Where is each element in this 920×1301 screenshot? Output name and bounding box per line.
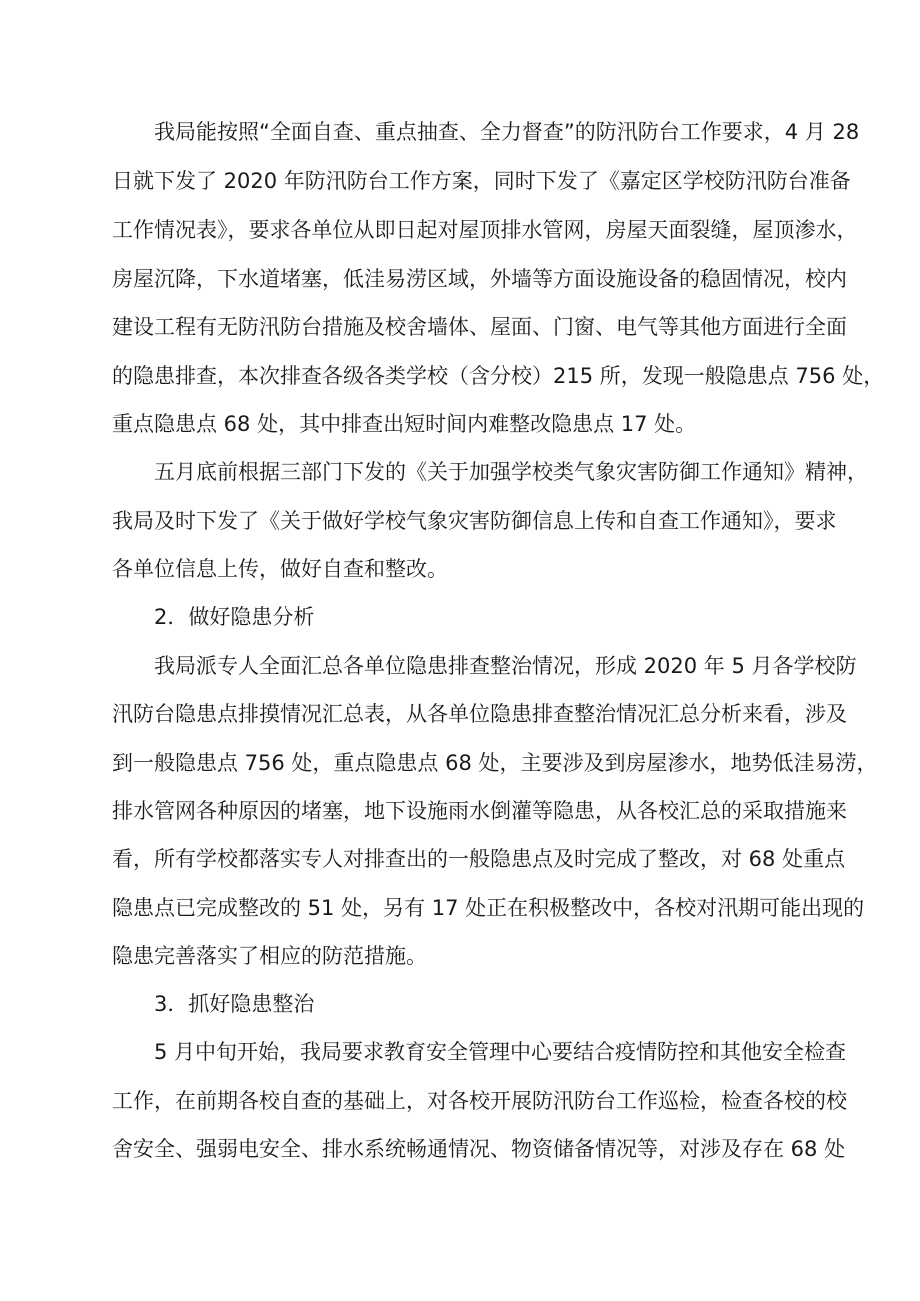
paragraph-1-line-3: 工作情况表》，要求各单位从即日起对屋顶排水管网，房屋天面裂缝，屋顶渗水， [112, 218, 858, 242]
paragraph-2-line-3: 各单位信息上传，做好自查和整改。 [112, 557, 448, 581]
paragraph-3-line-5: 看，所有学校都落实专人对排查出的一般隐患点及时完成了整改，对 68 处重点 [112, 847, 846, 871]
paragraph-1-line-2: 日就下发了 2020 年防汛防台工作方案，同时下发了《嘉定区学校防汛防台准备 [112, 169, 851, 193]
paragraph-4-line-1: 5 月中旬开始，我局要求教育安全管理中心要结合疫情防控和其他安全检查 [154, 1040, 847, 1064]
paragraph-2-line-2: 我局及时下发了《关于做好学校气象灾害防御信息上传和自查工作通知》，要求 [112, 509, 837, 533]
paragraph-4-line-3: 舍安全、强弱电安全、排水系统畅通情况、物资储备情况等，对涉及存在 68 处 [112, 1137, 846, 1161]
paragraph-3-line-4: 排水管网各种原因的堵塞，地下设施雨水倒灌等隐患，从各校汇总的采取措施来 [112, 799, 847, 823]
section-heading-2: 2．做好隐患分析 [154, 605, 315, 629]
paragraph-1-line-6: 的隐患排查，本次排查各级各类学校（含分校）215 所，发现一般隐患点 756 处， [112, 364, 885, 388]
paragraph-3-line-6: 隐患点已完成整改的 51 处，另有 17 处正在积极整改中，各校对汛期可能出现的 [112, 896, 865, 920]
paragraph-3-line-7: 隐患完善落实了相应的防范措施。 [112, 944, 427, 968]
paragraph-3-line-1: 我局派专人全面汇总各单位隐患排查整治情况，形成 2020 年 5 月各学校防 [154, 654, 857, 678]
section-heading-3: 3．抓好隐患整治 [154, 992, 315, 1016]
paragraph-2-line-1: 五月底前根据三部门下发的《关于加强学校类气象灾害防御工作通知》精神， [154, 460, 868, 484]
paragraph-4-line-2: 工作，在前期各校自查的基础上，对各校开展防汛防台工作巡检，检查各校的校 [112, 1089, 847, 1113]
paragraph-1-line-5: 建设工程有无防汛防台措施及校舍墙体、屋面、门窗、电气等其他方面进行全面 [112, 315, 847, 339]
paragraph-1-line-4: 房屋沉降，下水道堵塞，低洼易涝区域，外墙等方面设施设备的稳固情况，校内 [112, 267, 847, 291]
paragraph-1-line-1: 我局能按照“全面自查、重点抽查、全力督查”的防汛防台工作要求，4 月 28 [154, 120, 860, 144]
paragraph-1-line-7: 重点隐患点 68 处，其中排查出短时间内难整改隐患点 17 处。 [112, 412, 697, 436]
paragraph-3-line-2: 汛防台隐患点排摸情况汇总表，从各单位隐患排查整治情况汇总分析来看，涉及 [112, 702, 847, 726]
paragraph-3-line-3: 到一般隐患点 756 处，重点隐患点 68 处，主要涉及到房屋渗水，地势低洼易涝， [112, 751, 878, 775]
